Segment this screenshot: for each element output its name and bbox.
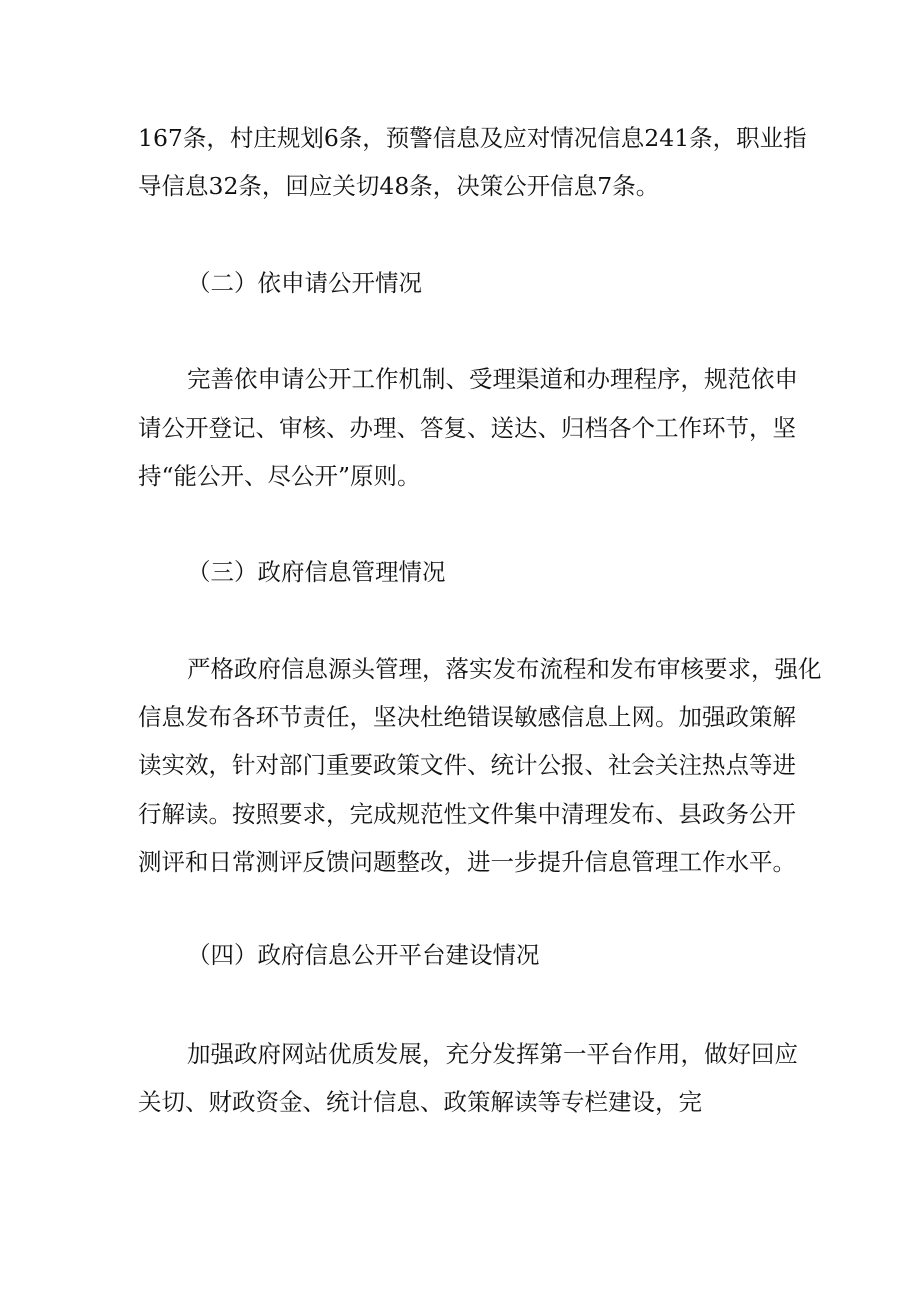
- paragraph-line: 167条，村庄规划6条，预警信息及应对情况信息241条，职业指: [138, 124, 807, 152]
- paragraph-line: 完善依申请公开工作机制、受理渠道和办理程序，规范依申: [187, 365, 798, 393]
- paragraph-line: 信息发布各环节责任，坚决杜绝错误敏感信息上网。加强政策解: [138, 703, 796, 731]
- paragraph-line: 严格政府信息源头管理，落实发布流程和发布审核要求，强化: [187, 655, 822, 683]
- section-heading: （三）政府信息管理情况: [187, 558, 446, 586]
- paragraph-line: 行解读。按照要求，完成规范性文件集中清理发布、县政务公开: [138, 800, 796, 828]
- paragraph-line: 加强政府网站优质发展，充分发挥第一平台作用，做好回应: [187, 1040, 798, 1068]
- paragraph-line: 读实效，针对部门重要政策文件、统计公报、社会关注热点等进: [138, 751, 796, 779]
- paragraph-line: 测评和日常测评反馈问题整改，进一步提升信息管理工作水平。: [138, 848, 796, 876]
- paragraph-line: 导信息32条，回应关切48条，决策公开信息7条。: [138, 172, 660, 200]
- paragraph-line: 请公开登记、审核、办理、答复、送达、归档各个工作环节，坚: [138, 414, 796, 442]
- paragraph-line: 持“能公开、尽公开”原则。: [138, 462, 421, 490]
- section-heading: （二）依申请公开情况: [187, 269, 422, 297]
- section-heading: （四）政府信息公开平台建设情况: [187, 941, 540, 969]
- paragraph-line: 关切、财政资金、统计信息、政策解读等专栏建设，完: [138, 1088, 702, 1116]
